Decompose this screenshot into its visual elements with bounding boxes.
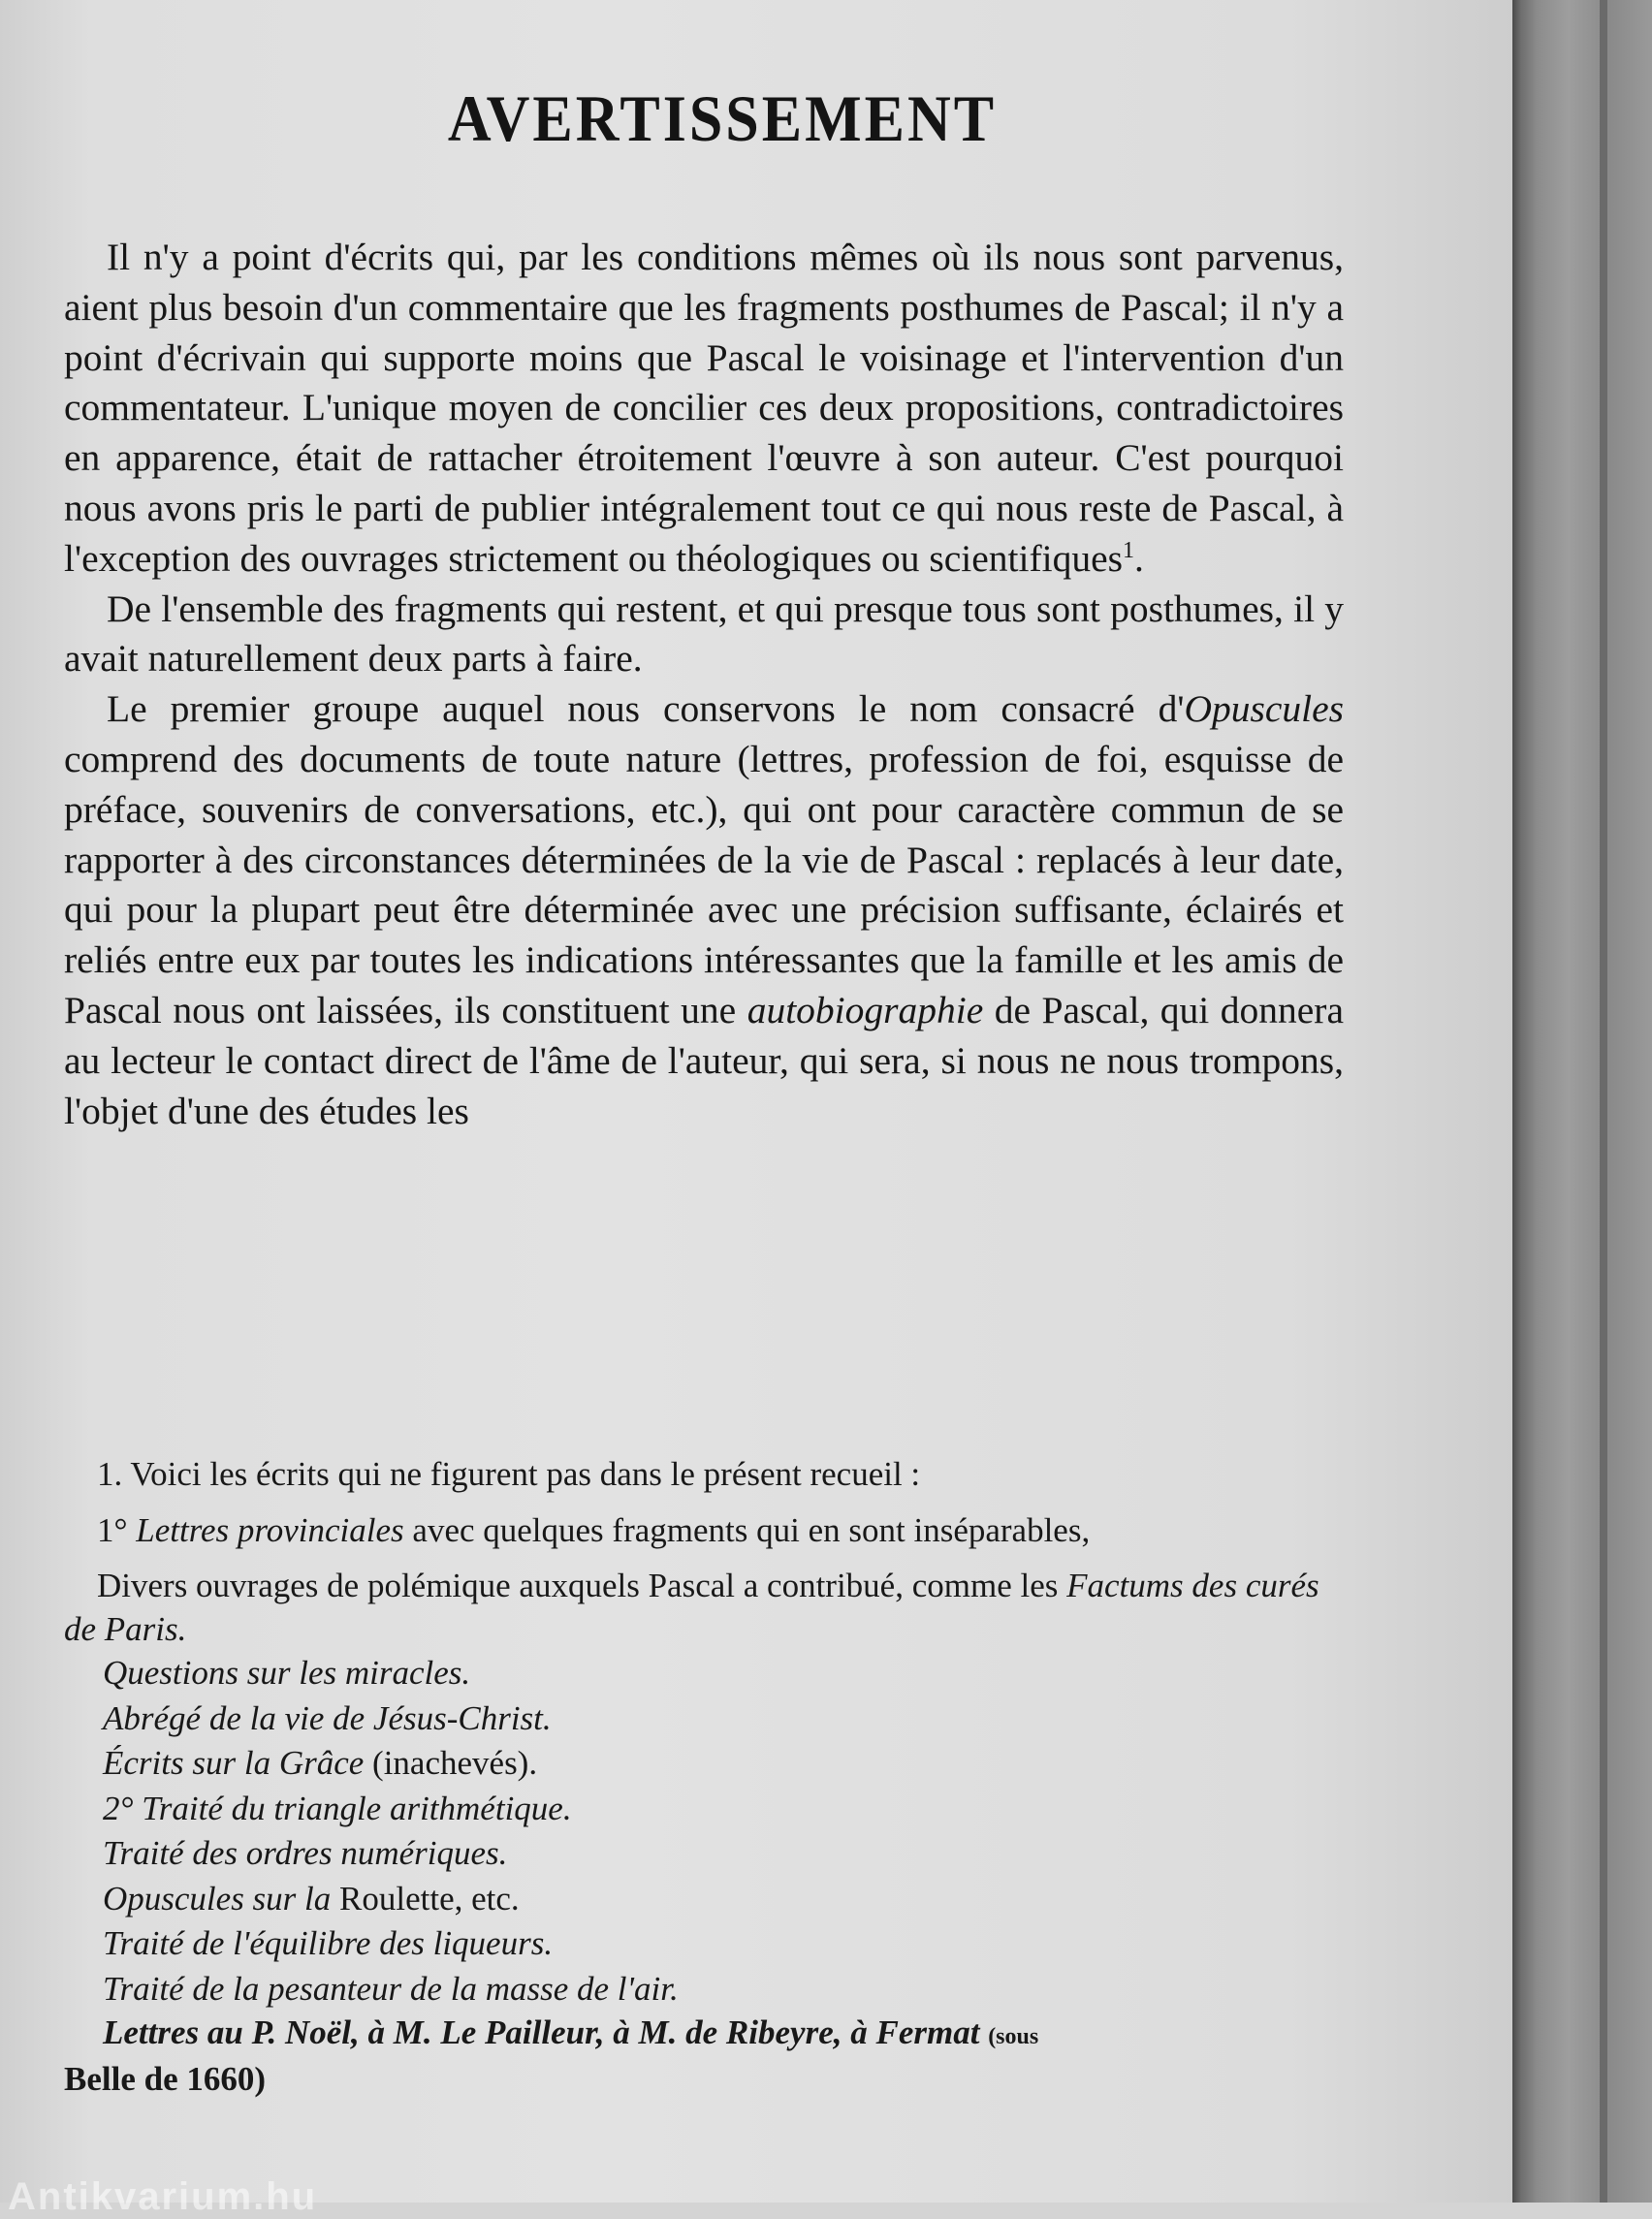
- footnote-work-note: (inachevés).: [364, 1744, 538, 1782]
- opuscules-term: Opuscules: [1184, 687, 1344, 731]
- footnote-work: [64, 1877, 1344, 1922]
- footnote-work: [64, 1696, 1344, 1742]
- footnote-work-title: Abrégé de la vie de Jésus-Christ.: [103, 1698, 552, 1737]
- footnote-item-1-title: Lettres provinciales: [136, 1511, 404, 1549]
- paragraph-3-part-3: de Pascal, qui donnera au lecteur le contact direct de l'âme de l'auteur, qui sera, si nous ne nous trompons, l'objet d'une des études les: [64, 988, 1344, 1132]
- book-spine: [1512, 0, 1652, 2203]
- footnote-letters-paren: (sous: [988, 2024, 1039, 2049]
- footnote-work-title: Écrits sur la Grâce: [103, 1744, 365, 1782]
- footnote-work: [64, 1741, 1344, 1787]
- footnote-work-title: Traité de la pesanteur de la masse de l'air.: [103, 1969, 679, 2008]
- paragraph-3-part-1: Le premier groupe auquel nous conservons le nom consacré d': [107, 687, 1185, 731]
- footnote-work: [64, 1831, 1344, 1877]
- footnote-work-title: Traité de l'équilibre des liqueurs.: [103, 1924, 554, 1962]
- page-title: AVERTISSEMENT: [447, 82, 998, 156]
- footnote-item-2-title: Factums des curés de Paris.: [64, 1567, 1319, 1648]
- footnote-work-note: Roulette, etc.: [331, 1879, 520, 1918]
- footnote-item-1-prefix: 1°: [97, 1511, 137, 1549]
- footnote-letters-text: Lettres au P. Noël, à M. Le Pailleur, à M. de Ribeyre, à Fermat: [103, 2013, 980, 2051]
- footnote-works-list: [64, 1651, 1344, 2012]
- paragraph-1-text: Il n'y a point d'écrits qui, par les conditions mêmes où ils nous sont parvenus, aient plus besoin d'un commentaire que les fragments posthumes de Pascal; il n'y a point d'écrivain qui supporte moins que Pascal le voisinage et l'intervention d'un commentateur. L'unique moyen de concilier ces deux propositions, contradictoires en apparence, était de rattacher étroitement l'œuvre à son auteur. C'est pourquoi nous avons pris le parti de publier intégralement tout ce qui nous reste de Pascal, à l'exception des ouvrages strictement ou théologiques ou scientifiques: [64, 236, 1344, 580]
- footnote-work: [64, 1921, 1344, 1967]
- footnote-work: [64, 1967, 1344, 2013]
- footnote-item-1-rest: avec quelques fragments qui en sont inséparables,: [403, 1511, 1091, 1549]
- autobiographie-term: autobiographie: [747, 988, 984, 1031]
- footnote-item-2-text: Divers ouvrages de polémique auxquels Pascal a contribué, comme les: [97, 1567, 1067, 1604]
- footnote-work-title: Traité des ordres numériques.: [103, 1834, 508, 1872]
- footnotes: [64, 1452, 1344, 2101]
- footnote-work-title: 2° Traité du triangle arithmétique.: [103, 1789, 572, 1827]
- spine-edge: [1600, 0, 1607, 2203]
- footnote-letters-line: [64, 2012, 1344, 2058]
- footnote-intro: 1. Voici les écrits qui ne figurent pas dans le présent recueil :: [97, 1455, 921, 1493]
- watermark: Antikvarium.hu: [8, 2175, 318, 2218]
- footnote-item-1: [64, 1508, 1344, 1552]
- footnote-reference: 1: [1123, 537, 1134, 563]
- paragraph-3: [64, 684, 1344, 1136]
- footnote-work-title: Questions sur les miracles.: [103, 1654, 471, 1692]
- paragraph-3-part-2: comprend des documents de toute nature (lettres, profession de foi, esquisse de préface, souvenirs de conversations, etc.), qui ont pour caractère commun de se rapporter à des circonstances déterminées de la vie de Pascal : replacés à leur date, qui pour la plupart peut être déterminée avec une précision suffisante, éclairés et reliés entre eux par toutes les indications intéressantes que la famille et les amis de Pascal nous ont laissées, ils constituent une: [64, 737, 1344, 1031]
- paragraph-1: Il n'y a point d'écrits qui, par les conditions mêmes où ils nous sont parvenus, aient plus besoin d'un commentaire que les fragments posthumes de Pascal; il n'y a point d'écrivain qui supporte moins que Pascal le voisinage et l'intervention d'un commentateur. L'unique moyen de concilier ces deux propositions, contradictoires en apparence, était de rattacher étroitement l'œuvre à son auteur. C'est pourquoi nous avons pris le parti de publier intégralement tout ce qui nous reste de Pascal, à l'exception des ouvrages strictement ou théologiques ou scientifiques$^1$.: [64, 236, 1344, 580]
- footnote-letters-tail: Belle de 1660): [64, 2060, 267, 2098]
- footnote-work-title: Opuscules sur la: [103, 1879, 332, 1918]
- footnote-work: [64, 1651, 1344, 1696]
- main-text: [64, 233, 1344, 1136]
- footnote-work: [64, 1787, 1344, 1832]
- paragraph-2: De l'ensemble des fragments qui restent, et qui presque tous sont posthumes, il y avait naturellement deux parts à faire.: [64, 586, 1344, 681]
- footnote-item-2: [64, 1564, 1344, 1651]
